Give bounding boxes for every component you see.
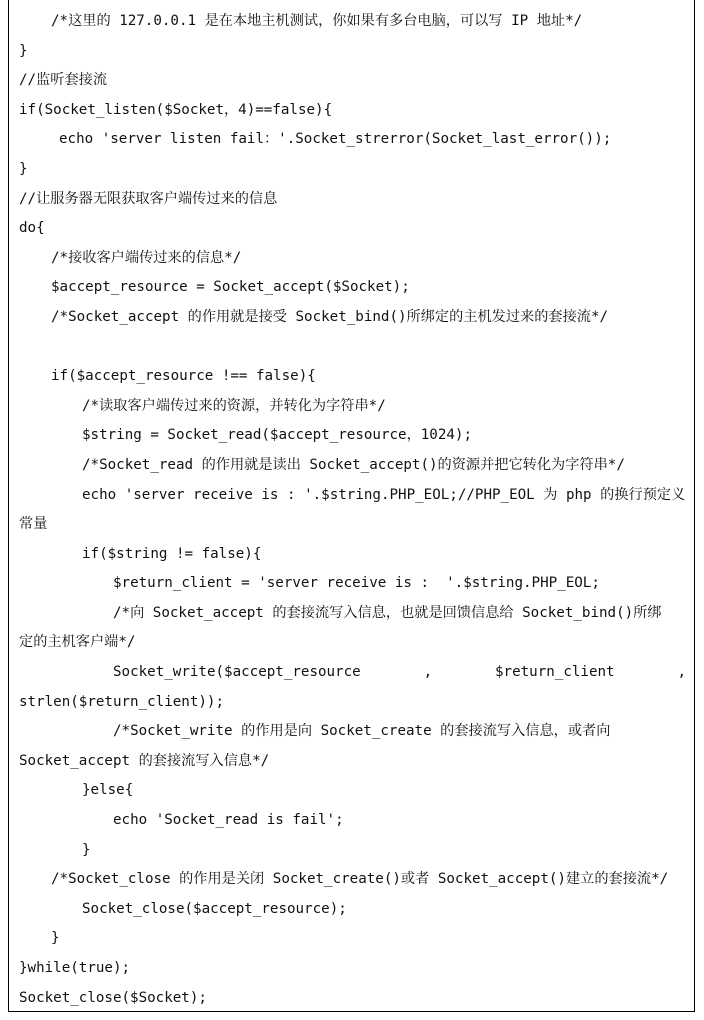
code-token: , [677, 664, 686, 681]
code-line-blank [19, 333, 686, 363]
code-line: }else{ [82, 782, 134, 799]
code-token: Socket_write($accept_resource [113, 664, 361, 681]
code-line-justified [19, 658, 686, 688]
code-line: if($accept_resource !== false){ [51, 368, 316, 385]
code-line: }while(true); [19, 960, 131, 976]
code-line: /*Socket_accept 的作用就是接受 Socket_bind()所绑定的主机发过来的套接流*/ [51, 308, 609, 325]
code-line: $accept_resource = Socket_accept($Socket); [51, 279, 410, 296]
code-token: $return_client [494, 664, 615, 681]
code-line: $return_client = 'server receive is : '.$string.PHP_EOL; [113, 575, 600, 592]
code-line: 常量 [19, 516, 48, 533]
code-line: /*Socket_write 的作用是向 Socket_create 的套接流写入信息，或者向 [113, 723, 611, 740]
code-line: echo 'server receive is : '.$string.PHP_EOL;//PHP_EOL 为 php 的换行预定义 [82, 486, 686, 503]
code-line: strlen($return_client)); [19, 693, 224, 710]
code-line: /*接收客户端传过来的信息*/ [51, 249, 242, 266]
code-line: //监听套接流 [19, 72, 108, 89]
code-line: Socket_close($Socket); [19, 989, 207, 1006]
code-line: /*Socket_close 的作用是关闭 Socket_create()或者 Socket_accept()建立的套接流*/ [51, 871, 669, 888]
code-line: /*向 Socket_accept 的套接流写入信息，也就是回馈信息给 Socket_bind()所绑 [113, 604, 662, 621]
code-line: 定的主机客户端*/ [19, 634, 136, 651]
code-line: Socket_accept 的套接流写入信息*/ [19, 752, 270, 769]
code-line: } [19, 42, 28, 59]
code-line: do{ [19, 220, 45, 237]
code-line: } [51, 930, 60, 947]
code-line: /*这里的 127.0.0.1 是在本地主机测试，你如果有多台电脑，可以写 IP 地址*/ [51, 13, 583, 29]
code-token: , [423, 664, 433, 681]
code-line: $string = Socket_read($accept_resource，1024); [82, 427, 473, 444]
code-line: /*读取客户端传过来的资源，并转化为字符串*/ [82, 397, 386, 414]
code-line: if(Socket_listen($Socket，4)==false){ [19, 101, 333, 118]
code-block [19, 7, 686, 1013]
code-line: //让服务器无限获取客户端传过来的信息 [19, 190, 278, 207]
code-line: } [82, 841, 91, 858]
code-line: echo 'Socket_read is fail'; [113, 812, 344, 829]
code-line: Socket_close($accept_resource); [82, 900, 347, 917]
code-line: if($string != false){ [82, 545, 262, 562]
code-line: } [19, 160, 28, 177]
code-line: echo 'server listen fail：'.Socket_strerror(Socket_last_error()); [59, 131, 612, 148]
code-line: /*Socket_read 的作用就是读出 Socket_accept()的资源并把它转化为字符串*/ [82, 456, 625, 473]
